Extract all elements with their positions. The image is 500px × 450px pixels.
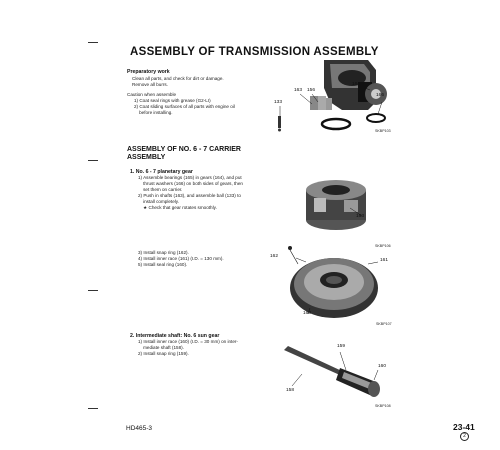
callout-160: 160	[303, 311, 312, 316]
callout-156: 156	[307, 88, 316, 93]
step-heading: 2. Intermediate shaft: No. 6 sun gear	[130, 333, 220, 339]
step-line: set them on carrier.	[138, 187, 183, 192]
page-title: ASSEMBLY OF TRANSMISSION ASSEMBLY	[130, 46, 379, 58]
step-line: 2) Push in shafts (163), and assemble ball (133) to	[138, 193, 241, 198]
caution-line: 2) Coat sliding surfaces of all parts with engine oil	[134, 104, 235, 109]
photo-caption: SKBP108	[375, 404, 391, 408]
step-line: mediate shaft (158).	[138, 345, 184, 350]
callout-163: 163	[356, 214, 365, 219]
callout-164: 164	[352, 82, 361, 87]
callout-158: 158	[286, 388, 295, 393]
prep-line: Remove all burrs.	[132, 82, 168, 87]
photo-carrier-disc	[286, 244, 382, 320]
margin-mark	[88, 408, 98, 409]
prep-line: Clean all parts, and check for dirt or damage.	[132, 76, 224, 81]
photo-planetary-parts	[272, 58, 390, 138]
margin-mark	[88, 290, 98, 291]
callout-166: 166	[376, 93, 385, 98]
photo-intermediate-shaft	[282, 346, 386, 398]
callout-133: 133	[274, 100, 283, 105]
step-line: 2) Install snap ring (159).	[138, 351, 189, 356]
margin-mark	[88, 42, 98, 43]
callout-159: 159	[337, 344, 346, 349]
callout-160: 160	[378, 364, 387, 369]
step-line: 5) Install seal ring (160).	[138, 262, 188, 267]
step-line: install completely.	[138, 199, 180, 204]
section-heading: ASSEMBLY OF NO. 6 - 7 CARRIER	[127, 146, 241, 153]
step-line: 1) Install inner race (160) (I.D. = 30 mm) on inter-	[138, 339, 238, 344]
photo-caption: SKBP107	[376, 322, 392, 326]
caution-heading: Caution when assemble	[127, 92, 177, 97]
step-line: ★ Check that gear rotates smoothly.	[138, 205, 217, 210]
callout-162: 162	[270, 254, 279, 259]
callout-163: 163	[294, 88, 303, 93]
step-line: 4) Install inner race (161) (I.D. = 130 mm).	[138, 256, 224, 261]
photo-caption: SKBP106	[375, 244, 391, 248]
revision-mark: 2	[460, 432, 469, 441]
photo-carrier	[300, 176, 374, 236]
margin-mark	[88, 160, 98, 161]
step-line: 3) Install snap ring (162).	[138, 250, 189, 255]
caution-line: 1) Coat seal rings with grease (G2-LI)	[134, 98, 211, 103]
step-heading: 1. No. 6 - 7 planetary gear	[130, 169, 193, 175]
step-line: thrust washers (166) on both sides of gears, then	[138, 181, 243, 186]
section-heading: ASSEMBLY	[127, 154, 166, 161]
prep-heading: Preparatory work	[127, 69, 170, 75]
page-number: 23-41	[453, 422, 475, 432]
caution-line: before installing.	[134, 110, 173, 115]
photo-caption: SKBP103	[375, 129, 391, 133]
callout-161: 161	[380, 258, 389, 263]
step-line: 1) Assemble bearings (165) in gears (164), and put	[138, 175, 242, 180]
model-number: HD465-3	[126, 425, 153, 432]
